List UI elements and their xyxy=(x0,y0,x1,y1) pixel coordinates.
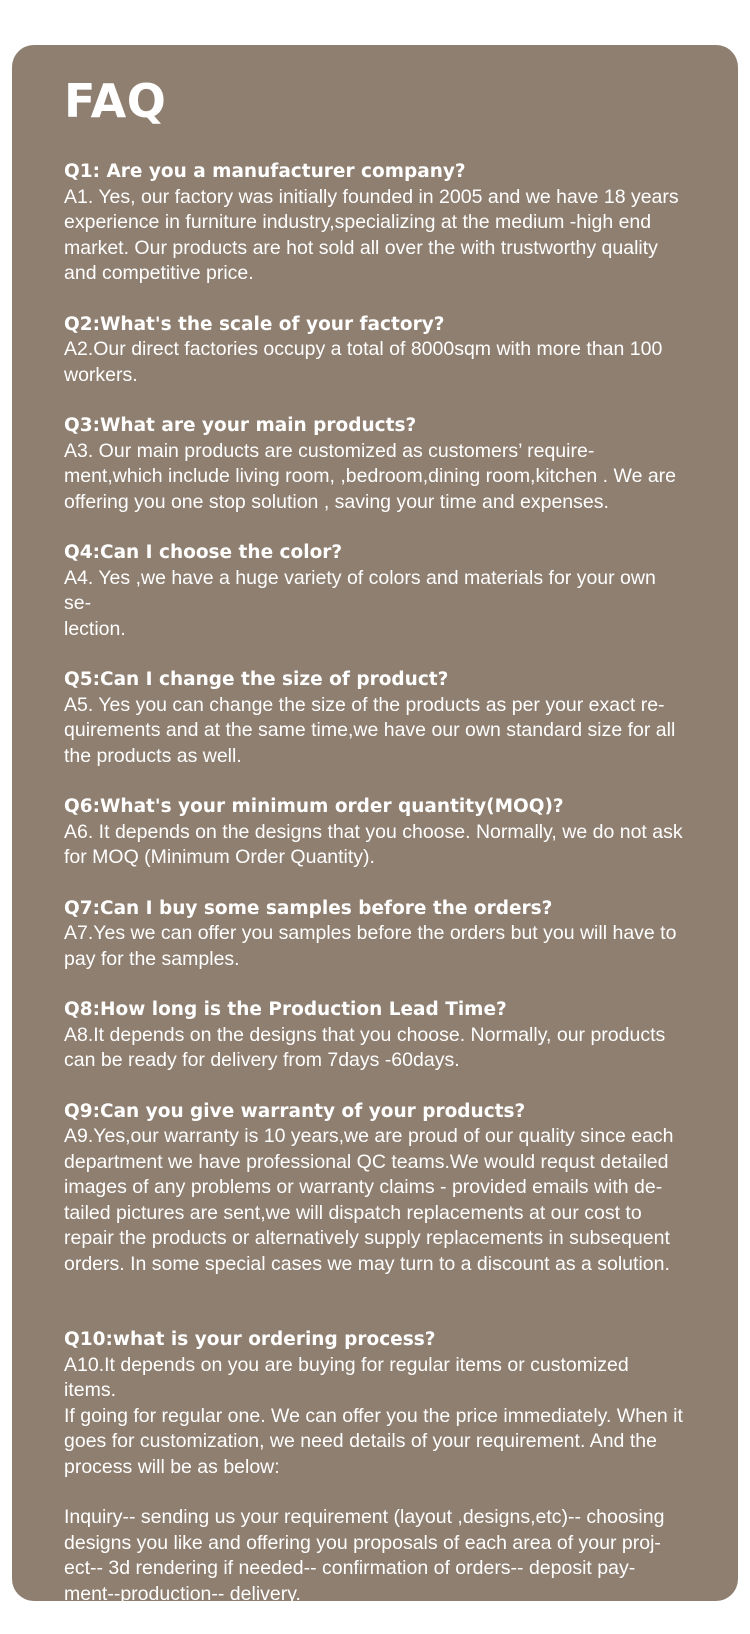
faq-answer: A3. Our main products are customized as customers’ require- ment,which include living room, ,bedroom,dining room,kitchen . We are offering you one stop solution , saving your time and expenses. xyxy=(64,439,677,513)
faq-item-7 xyxy=(64,896,686,973)
faq-question: Q5:Can I change the size of product? xyxy=(64,669,449,690)
faq-answer: A9.Yes,our warranty is 10 years,we are proud of our quality since each department we have professional QC teams.We would requst detailed images of any problems or warranty claims - provided emails with de- tailed pictures are sent,we will dispatch replacements at our cost to repair the products or alternatively supply replacements in subsequent orders. In some special cases we may turn to a discount as a solution. xyxy=(64,1125,674,1275)
faq-item-6 xyxy=(64,794,686,871)
faq-answer: A6. It depends on the designs that you choose. Normally, we do not ask for MOQ (Minimum Order Quantity). xyxy=(64,820,683,868)
faq-answer: A7.Yes we can offer you samples before the orders but you will have to pay for the samples. xyxy=(64,922,677,970)
faq-answer: A2.Our direct factories occupy a total of 8000sqm with more than 100 workers. xyxy=(64,338,663,386)
faq-question: Q8:How long is the Production Lead Time? xyxy=(64,999,507,1020)
faq-item-5 xyxy=(64,667,686,769)
faq-item-4 xyxy=(64,540,686,642)
faq-question: Q1: Are you a manufacturer company? xyxy=(64,161,466,182)
faq-item-10 xyxy=(64,1327,686,1607)
faq-title: FAQ xyxy=(64,74,167,128)
faq-answer: A8.It depends on the designs that you choose. Normally, our products can be ready for delivery from 7days -60days. xyxy=(64,1023,666,1071)
faq-question: Q9:Can you give warranty of your products? xyxy=(64,1100,526,1122)
faq-item-9 xyxy=(64,1099,686,1278)
faq-question: Q6:What's your minimum order quantity(MOQ)? xyxy=(64,796,564,817)
faq-item-2 xyxy=(64,312,686,389)
faq-question: Q2:What's the scale of your factory? xyxy=(64,313,445,335)
faq-item-8 xyxy=(64,997,686,1074)
faq-answer: A1. Yes, our factory was initially founded in 2005 and we have 18 years experience in furniture industry,specializing at the medium -high end market. Our products are hot sold all over the with trustworthy quality and competitive price. xyxy=(64,185,679,284)
faq-question: Q4:Can I choose the color? xyxy=(64,542,343,563)
faq-question: Q3:What are your main products? xyxy=(64,415,417,436)
faq-item-3 xyxy=(64,413,686,515)
faq-answer: A10.It depends on you are buying for regular items or customized items. If going for regular one. We can offer you the price immediately. When it goes for customization, we need details of your requirement. And the process will be as below: xyxy=(64,1353,683,1478)
faq-question: Q7:Can I buy some samples before the orders? xyxy=(64,897,553,919)
faq-answer: A4. Yes ,we have a huge variety of colors and materials for your own se- lection. xyxy=(64,566,656,640)
faq-question: Q10:what is your ordering process? xyxy=(64,1329,436,1350)
faq-answer-process-steps: Inquiry-- sending us your requirement (layout ,designs,etc)-- choosing designs you like and offering you proposals of each area of your proj- ect-- 3d rendering if needed-- confirmation of orders-- deposit pay- ment--production-- delivery. xyxy=(64,1506,665,1605)
faq-item-1 xyxy=(64,159,686,287)
faq-answer: A5. Yes you can change the size of the products as per your exact re- quirements and at the same time,we have our own standard size for all the products as well. xyxy=(64,693,676,767)
faq-card xyxy=(12,45,738,1605)
